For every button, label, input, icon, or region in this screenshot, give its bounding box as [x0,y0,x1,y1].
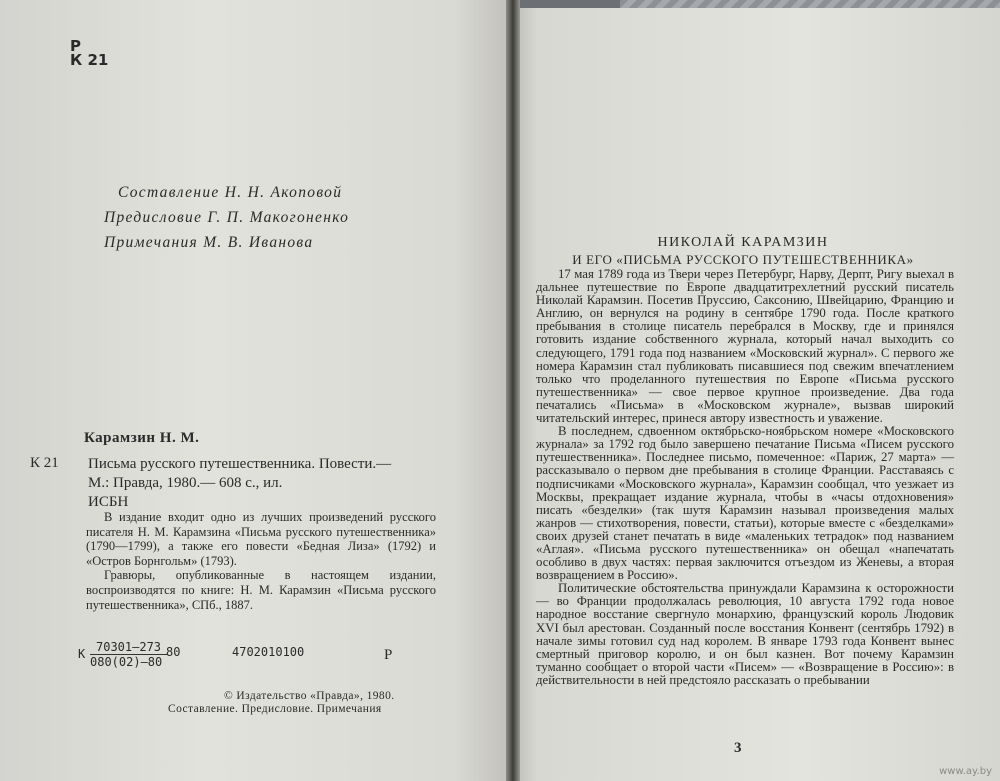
bib-title-line: Письма русского путешественника. Повести.— [88,456,392,472]
body-paragraph: В последнем, сдвоенном октябрьско-ноябрьском номере «Московского журнала» за 1792 год было завершено печатание Письма «Писем русского путешественника». Последнее письмо, помеченное: «Париж, 27 марта» — рассказывало о первом дне пребывания в столице Франции. Расставаясь с подписчиками «Московского журнала», Карамзин сообщал, что уезжает из Москвы, прекращает издание журнала, чтобы в «часы отдохновения» писать «безделки» (так шутя Карамзин называл произведения малых жанров — стихотворения, повести, статьи), которые вместе с «безделками» своих друзей станет печатать в виде «маленьких тетрадок» под названием «Аглая». «Письма русского путешественника» он обещал «напечатать особливо в двух частях: первая заключится отъездом из Женевы, а вторая возвращением в Россию». [536,424,954,583]
body-paragraph: Политические обстоятельства принуждали Карамзина к осторожности — во Франции продолжалась революция, 10 августа 1792 года новое народное восстание свергнуло монархию, французский король Людовик XVI был арестован. Созданный после восстания Конвент (сентябрь 1792) в начале зимы готовил суд над королем. В январе 1793 года Конвент вынес смертный приговор королю, и он был казнен. Вот почему Карамзин туманно сообщает о второй части «Писем» — «Возвращение в Россию»: в действительности в ней предстояло рассказать о пребывании [536,581,954,687]
chapter-title-line1: НИКОЛАЙ КАРАМЗИН [657,235,829,250]
copyright-block [168,690,395,716]
copyright-line: Составление. Предисловие. Примечания [168,703,382,715]
catalog-code-r: Р [70,37,81,55]
credits-block [104,180,350,255]
annotation [86,510,436,612]
copyright-line: © Издательство «Правда», 1980. [224,690,395,702]
right-page [508,8,1000,781]
credit-notes: Примечания М. В. Иванова [104,234,314,251]
bibliographic-record [88,455,438,512]
body-paragraph: 17 мая 1789 года из Твери через Петербург, Нарву, Дерпт, Ригу выехал в дальнее путешествие по Европе двадцатитрехлетний русский писатель Николай Карамзин. Посетив Пруссию, Саксонию, Швейцарию, Францию и Англию, он вернулся на родину в сентябре 1790 года. После краткого пребывания в столице писатель перебрался в Москву, где и принялся готовить издание собственного журнала, который начал выходить со следующего, 1791 года под названием «Московский журнал». С первого же номера Карамзин стал публиковать писавшиеся под свежим впечатлением только что проделанного путешествия по Европе «Письма русского путешественника» — свое первое крупное произведение. Два года печатались «Письма» в «Московском журнале», вызвав широкий читательский интерес, принеся автору известность и уважение. [536,267,954,426]
credit-preface: Предисловие Г. П. Макогоненко [104,209,350,226]
fraction-number-a: 80 [166,645,181,659]
annotation-paragraph: Гравюры, опубликованные в настоящем издании, воспроизводятся по книге: Н. М. Карамзин «Письма русского путешественника», СПб., 1887. [86,568,436,612]
fraction-prefix: К [78,647,86,661]
classification-fraction [80,640,167,669]
catalog-code-k21: К 21 [70,51,109,69]
index-letter: Р [384,647,393,663]
fraction-denominator: 080(02)—80 [90,655,163,669]
watermark: www.ay.by [939,766,992,777]
annotation-paragraph: В издание входит одно из лучших произведений русского писателя Н. М. Карамзина «Письма русского путешественника» (1790—1799), а также его повести «Бедная Лиза» (1792) и «Остров Борнгольм» (1793). [86,510,436,568]
index-code: К 21 [30,455,59,471]
chapter-title-line2: И ЕГО «ПИСЬМА РУССКОГО ПУТЕШЕСТВЕННИКА» [572,252,914,267]
credit-compiler: Составление Н. Н. Акоповой [118,184,343,201]
fraction-numerator: 70301—273 [90,640,167,655]
book-spine-gutter [506,0,520,781]
author-heading: Карамзин Н. М. [84,430,200,446]
page-number: 3 [734,740,742,756]
bib-imprint-line: М.: Правда, 1980.— 608 с., ил. [88,475,283,491]
fraction-number-b: 4702010100 [232,645,305,659]
bib-isbn-line: ИСБН [88,494,129,510]
body-text [536,268,954,687]
